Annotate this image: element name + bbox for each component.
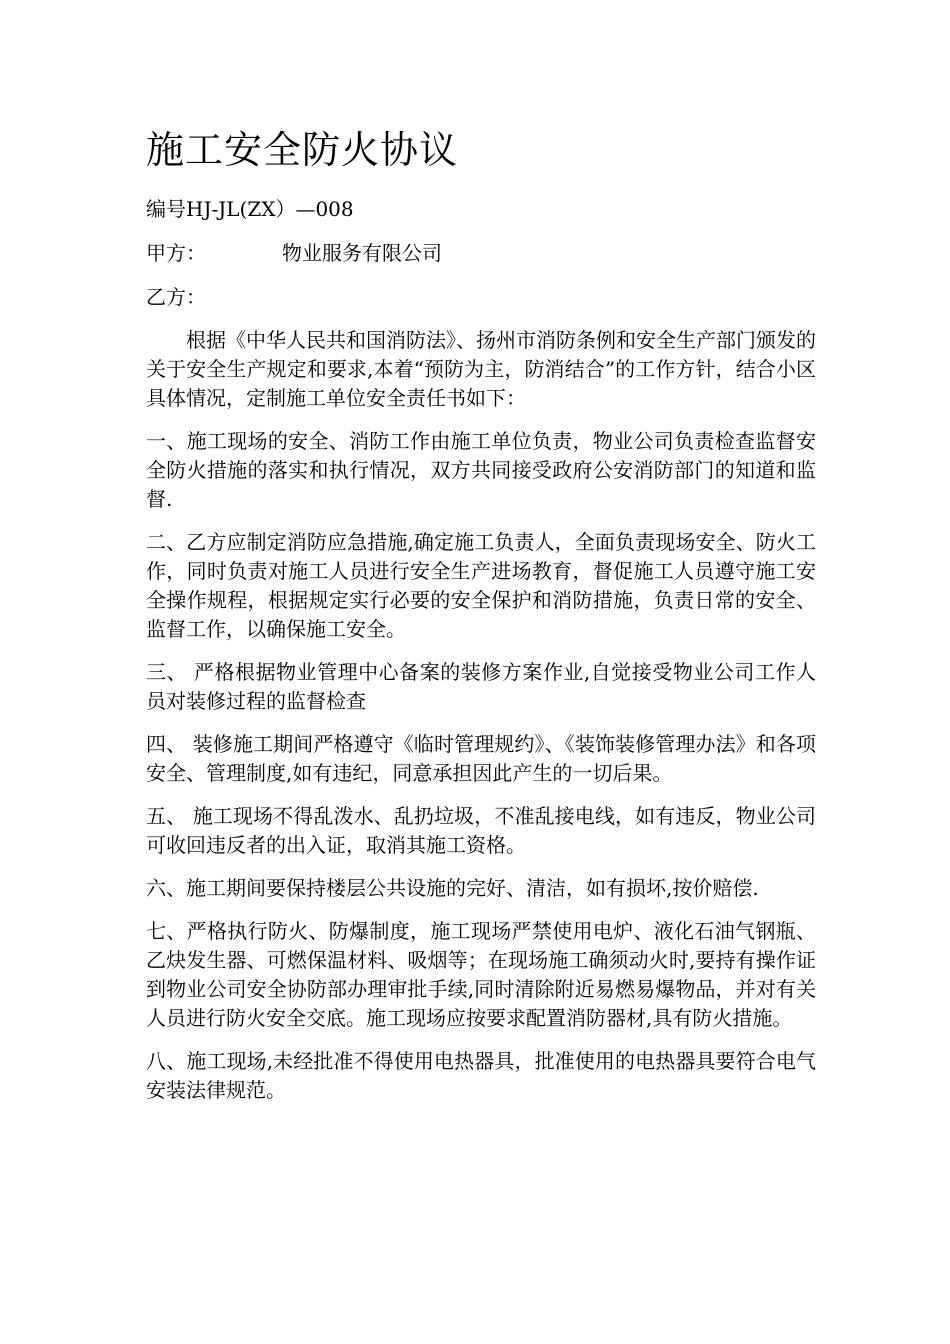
document-number: 编号HJ-JL(ZX）—008 — [146, 197, 354, 221]
clause-7: 七、严格执行防火、防爆制度，施工现场严禁使用电炉、液化石油气钢瓶、乙炔发生器、可燃保温材料、吸烟等；在现场施工确须动火时,要持有操作证到物业公司安全协防部办理审批手续,同时清除附近易燃易爆物品，并对有关人员进行防火安全交底。施工现场应按要求配置消防器材,具有防火措施。 — [146, 919, 816, 1030]
clause-8: 八、施工现场,未经批准不得使用电热器具，批准使用的电热器具要符合电气安装法律规范。 — [146, 1049, 816, 1102]
clause-2: 二、乙方应制定消防应急措施,确定施工负责人，全面负责现场安全、防火工作，同时负责对施工人员进行安全生产进场教育，督促施工人员遵守施工安全操作规程，根据规定实行必要的安全保护和消防措施，负责日常的安全、监督工作，以确保施工安全。 — [146, 530, 816, 641]
party-b-label: 乙方： — [146, 285, 206, 309]
party-a-row — [146, 238, 816, 268]
party-a-label: 甲方： — [146, 241, 206, 265]
document-page — [146, 124, 816, 1119]
clause-4: 四、 装修施工期间严格遵守《临时管理规约》、《装饰装修管理办法》和各项安全、管理制度,如有违纪，同意承担因此产生的一切后果。 — [146, 732, 816, 785]
document-title: 施工安全防火协议 — [146, 128, 459, 172]
clause-6: 六、施工期间要保持楼层公共设施的完好、清洁，如有损坏,按价赔偿. — [146, 876, 759, 900]
clause-5: 五、 施工现场不得乱泼水、乱扔垃圾，不准乱接电线，如有违反，物业公司可收回违反者的出入证，取消其施工资格。 — [146, 804, 816, 857]
clause-1: 一、施工现场的安全、消防工作由施工单位负责，物业公司负责检查监督安全防火措施的落实和执行情况，双方共同接受政府公安消防部门的知道和监督. — [146, 429, 816, 511]
intro-paragraph: 根据《中华人民共和国消防法》、扬州市消防条例和安全生产部门颁发的关于安全生产规定和要求,本着“预防为主，防消结合”的工作方针，结合小区具体情况，定制施工单位安全责任书如下： — [146, 328, 816, 410]
clause-3: 三、 严格根据物业管理中心备案的装修方案作业,自觉接受物业公司工作人员对装修过程的监督检查 — [146, 660, 816, 713]
party-b-row — [146, 282, 816, 312]
party-a-value: 物业服务有限公司 — [282, 241, 442, 265]
